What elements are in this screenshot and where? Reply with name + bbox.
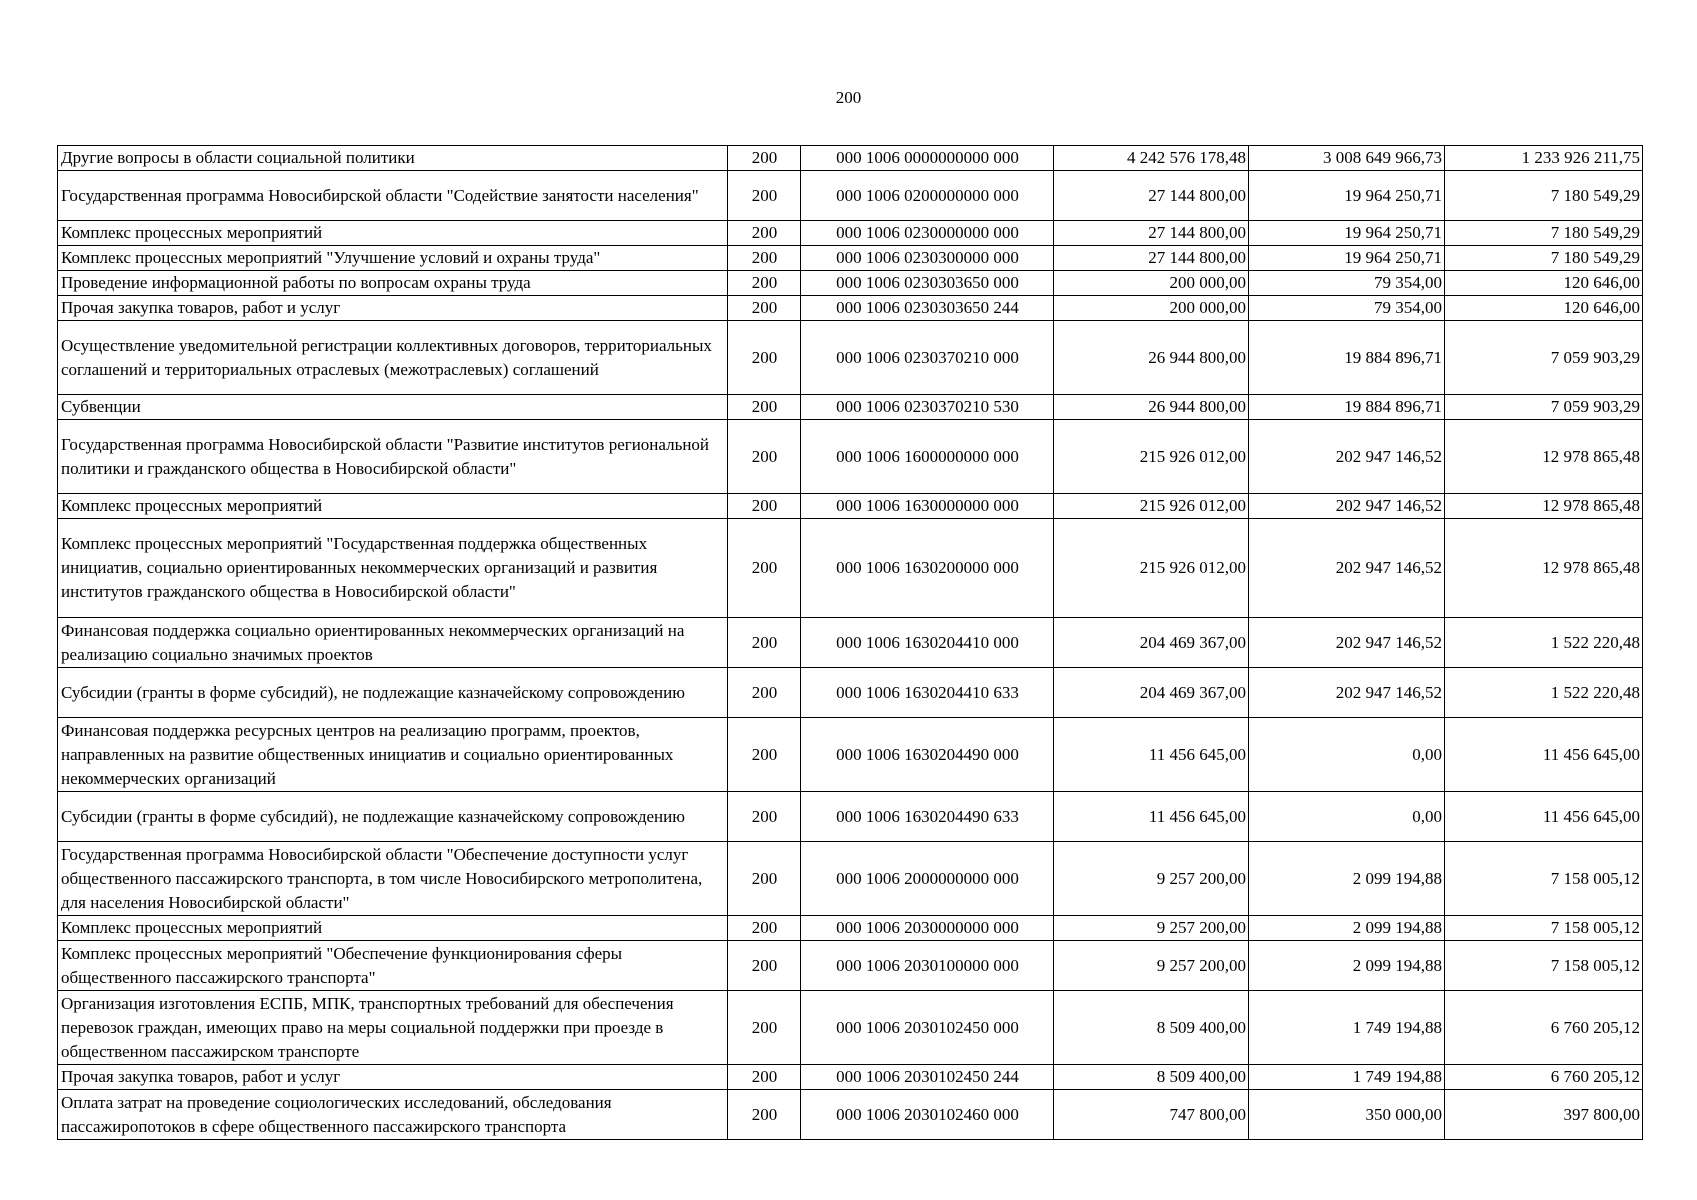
row-budget-code-cell: 000 1006 0230370210 530 [801, 395, 1054, 420]
row-unexecuted-cell: 6 760 205,12 [1445, 1065, 1643, 1090]
row-executed-cell: 19 964 250,71 [1249, 246, 1445, 271]
row-budget-code-cell: 000 1006 0230000000 000 [801, 221, 1054, 246]
row-unexecuted-cell: 1 522 220,48 [1445, 618, 1643, 668]
row-budget-code-cell: 000 1006 2030102450 244 [801, 1065, 1054, 1090]
table-row [58, 246, 1643, 271]
row-line-code-cell: 200 [728, 420, 801, 494]
row-executed-cell: 2 099 194,88 [1249, 842, 1445, 916]
row-unexecuted-cell: 7 158 005,12 [1445, 941, 1643, 991]
row-executed-cell: 1 749 194,88 [1249, 991, 1445, 1065]
row-name-cell: Комплекс процессных мероприятий "Улучшение условий и охраны труда" [58, 246, 728, 271]
table-row [58, 171, 1643, 221]
row-name-cell: Комплекс процессных мероприятий "Государственная поддержка общественных инициатив, социально ориентированных некоммерческих организаций и развития институтов гражданского общества в Новосибирской области" [58, 519, 728, 618]
row-unexecuted-cell: 11 456 645,00 [1445, 718, 1643, 792]
row-line-code-cell: 200 [728, 916, 801, 941]
row-budget-code-cell: 000 1006 1630204410 633 [801, 668, 1054, 718]
row-unexecuted-cell: 11 456 645,00 [1445, 792, 1643, 842]
row-name-cell: Комплекс процессных мероприятий [58, 494, 728, 519]
row-executed-cell: 202 947 146,52 [1249, 494, 1445, 519]
table-row [58, 420, 1643, 494]
row-name-cell: Оплата затрат на проведение социологических исследований, обследования пассажиропотоков в сфере общественного пассажирского транспорта [58, 1090, 728, 1140]
row-line-code-cell: 200 [728, 395, 801, 420]
row-approved-cell: 9 257 200,00 [1054, 941, 1249, 991]
row-executed-cell: 19 964 250,71 [1249, 171, 1445, 221]
row-name-cell: Государственная программа Новосибирской области "Развитие институтов региональной политики и гражданского общества в Новосибирской области" [58, 420, 728, 494]
row-unexecuted-cell: 1 522 220,48 [1445, 668, 1643, 718]
row-executed-cell: 79 354,00 [1249, 296, 1445, 321]
row-name-cell: Комплекс процессных мероприятий [58, 916, 728, 941]
row-approved-cell: 204 469 367,00 [1054, 668, 1249, 718]
row-budget-code-cell: 000 1006 0230370210 000 [801, 321, 1054, 395]
row-budget-code-cell: 000 1006 2030102460 000 [801, 1090, 1054, 1140]
row-name-cell: Государственная программа Новосибирской области "Содействие занятости населения" [58, 171, 728, 221]
row-unexecuted-cell: 7 059 903,29 [1445, 321, 1643, 395]
row-name-cell: Государственная программа Новосибирской области "Обеспечение доступности услуг общественного пассажирского транспорта, в том числе Новосибирского метрополитена, для населения Новосибирской области" [58, 842, 728, 916]
row-unexecuted-cell: 397 800,00 [1445, 1090, 1643, 1140]
row-unexecuted-cell: 7 180 549,29 [1445, 246, 1643, 271]
row-line-code-cell: 200 [728, 171, 801, 221]
row-approved-cell: 9 257 200,00 [1054, 842, 1249, 916]
table-row [58, 916, 1643, 941]
row-approved-cell: 8 509 400,00 [1054, 1065, 1249, 1090]
row-line-code-cell: 200 [728, 271, 801, 296]
row-name-cell: Проведение информационной работы по вопросам охраны труда [58, 271, 728, 296]
page-number: 200 [835, 88, 862, 107]
table-row [58, 321, 1643, 395]
row-executed-cell: 19 964 250,71 [1249, 221, 1445, 246]
table-row [58, 941, 1643, 991]
row-unexecuted-cell: 7 158 005,12 [1445, 916, 1643, 941]
row-line-code-cell: 200 [728, 718, 801, 792]
row-unexecuted-cell: 120 646,00 [1445, 296, 1643, 321]
row-line-code-cell: 200 [728, 221, 801, 246]
row-unexecuted-cell: 120 646,00 [1445, 271, 1643, 296]
table-row [58, 519, 1643, 618]
row-unexecuted-cell: 1 233 926 211,75 [1445, 146, 1643, 171]
row-line-code-cell: 200 [728, 296, 801, 321]
row-approved-cell: 26 944 800,00 [1054, 321, 1249, 395]
row-approved-cell: 200 000,00 [1054, 271, 1249, 296]
row-approved-cell: 27 144 800,00 [1054, 171, 1249, 221]
row-executed-cell: 2 099 194,88 [1249, 916, 1445, 941]
table-row [58, 271, 1643, 296]
row-approved-cell: 200 000,00 [1054, 296, 1249, 321]
row-budget-code-cell: 000 1006 1630204490 633 [801, 792, 1054, 842]
row-executed-cell: 202 947 146,52 [1249, 618, 1445, 668]
row-line-code-cell: 200 [728, 494, 801, 519]
row-line-code-cell: 200 [728, 618, 801, 668]
row-name-cell: Финансовая поддержка ресурсных центров на реализацию программ, проектов, направленных на развитие общественных инициатив и социально ориентированных некоммерческих организаций [58, 718, 728, 792]
row-executed-cell: 350 000,00 [1249, 1090, 1445, 1140]
row-name-cell: Комплекс процессных мероприятий [58, 221, 728, 246]
row-name-cell: Субвенции [58, 395, 728, 420]
budget-execution-table [57, 145, 1643, 1140]
row-approved-cell: 11 456 645,00 [1054, 718, 1249, 792]
table-row [58, 991, 1643, 1065]
row-name-cell: Прочая закупка товаров, работ и услуг [58, 296, 728, 321]
table-row [58, 668, 1643, 718]
table-row [58, 842, 1643, 916]
row-budget-code-cell: 000 1006 2030100000 000 [801, 941, 1054, 991]
row-executed-cell: 202 947 146,52 [1249, 420, 1445, 494]
table-row [58, 1065, 1643, 1090]
row-executed-cell: 202 947 146,52 [1249, 668, 1445, 718]
row-unexecuted-cell: 12 978 865,48 [1445, 494, 1643, 519]
row-budget-code-cell: 000 1006 0230300000 000 [801, 246, 1054, 271]
row-approved-cell: 215 926 012,00 [1054, 494, 1249, 519]
table-row [58, 718, 1643, 792]
table-row [58, 494, 1643, 519]
row-approved-cell: 8 509 400,00 [1054, 991, 1249, 1065]
row-budget-code-cell: 000 1006 0230303650 244 [801, 296, 1054, 321]
row-name-cell: Комплекс процессных мероприятий "Обеспечение функционирования сферы общественного пассажирского транспорта" [58, 941, 728, 991]
table-row [58, 618, 1643, 668]
row-name-cell: Финансовая поддержка социально ориентированных некоммерческих организаций на реализацию социально значимых проектов [58, 618, 728, 668]
table-row [58, 146, 1643, 171]
table-row [58, 792, 1643, 842]
row-executed-cell: 1 749 194,88 [1249, 1065, 1445, 1090]
row-executed-cell: 19 884 896,71 [1249, 321, 1445, 395]
table-row [58, 296, 1643, 321]
row-budget-code-cell: 000 1006 2030000000 000 [801, 916, 1054, 941]
row-unexecuted-cell: 7 180 549,29 [1445, 171, 1643, 221]
row-budget-code-cell: 000 1006 0200000000 000 [801, 171, 1054, 221]
row-approved-cell: 747 800,00 [1054, 1090, 1249, 1140]
row-executed-cell: 0,00 [1249, 718, 1445, 792]
row-name-cell: Другие вопросы в области социальной политики [58, 146, 728, 171]
row-line-code-cell: 200 [728, 146, 801, 171]
row-executed-cell: 202 947 146,52 [1249, 519, 1445, 618]
row-budget-code-cell: 000 1006 1630204490 000 [801, 718, 1054, 792]
row-unexecuted-cell: 12 978 865,48 [1445, 420, 1643, 494]
row-name-cell: Субсидии (гранты в форме субсидий), не подлежащие казначейскому сопровождению [58, 668, 728, 718]
row-approved-cell: 4 242 576 178,48 [1054, 146, 1249, 171]
row-line-code-cell: 200 [728, 246, 801, 271]
row-executed-cell: 19 884 896,71 [1249, 395, 1445, 420]
row-name-cell: Организация изготовления ЕСПБ, МПК, транспортных требований для обеспечения перевозок граждан, имеющих право на меры социальной поддержки при проезде в общественном пассажирском транспорте [58, 991, 728, 1065]
row-name-cell: Субсидии (гранты в форме субсидий), не подлежащие казначейскому сопровождению [58, 792, 728, 842]
row-line-code-cell: 200 [728, 792, 801, 842]
row-approved-cell: 26 944 800,00 [1054, 395, 1249, 420]
table-row [58, 221, 1643, 246]
row-approved-cell: 27 144 800,00 [1054, 246, 1249, 271]
row-unexecuted-cell: 6 760 205,12 [1445, 991, 1643, 1065]
row-line-code-cell: 200 [728, 1065, 801, 1090]
row-approved-cell: 11 456 645,00 [1054, 792, 1249, 842]
row-line-code-cell: 200 [728, 1090, 801, 1140]
row-budget-code-cell: 000 1006 1630200000 000 [801, 519, 1054, 618]
row-executed-cell: 2 099 194,88 [1249, 941, 1445, 991]
row-unexecuted-cell: 7 180 549,29 [1445, 221, 1643, 246]
row-budget-code-cell: 000 1006 1600000000 000 [801, 420, 1054, 494]
row-approved-cell: 27 144 800,00 [1054, 221, 1249, 246]
row-executed-cell: 79 354,00 [1249, 271, 1445, 296]
row-name-cell: Прочая закупка товаров, работ и услуг [58, 1065, 728, 1090]
row-unexecuted-cell: 12 978 865,48 [1445, 519, 1643, 618]
row-unexecuted-cell: 7 059 903,29 [1445, 395, 1643, 420]
row-approved-cell: 215 926 012,00 [1054, 519, 1249, 618]
row-line-code-cell: 200 [728, 519, 801, 618]
row-line-code-cell: 200 [728, 321, 801, 395]
row-executed-cell: 3 008 649 966,73 [1249, 146, 1445, 171]
row-budget-code-cell: 000 1006 1630204410 000 [801, 618, 1054, 668]
row-budget-code-cell: 000 1006 2030102450 000 [801, 991, 1054, 1065]
row-budget-code-cell: 000 1006 0000000000 000 [801, 146, 1054, 171]
row-unexecuted-cell: 7 158 005,12 [1445, 842, 1643, 916]
row-approved-cell: 215 926 012,00 [1054, 420, 1249, 494]
table-row [58, 395, 1643, 420]
row-line-code-cell: 200 [728, 941, 801, 991]
row-line-code-cell: 200 [728, 991, 801, 1065]
row-approved-cell: 9 257 200,00 [1054, 916, 1249, 941]
table-row [58, 1090, 1643, 1140]
row-executed-cell: 0,00 [1249, 792, 1445, 842]
row-name-cell: Осуществление уведомительной регистрации коллективных договоров, территориальных соглашений и территориальных отраслевых (межотраслевых) соглашений [58, 321, 728, 395]
row-budget-code-cell: 000 1006 0230303650 000 [801, 271, 1054, 296]
row-line-code-cell: 200 [728, 668, 801, 718]
row-budget-code-cell: 000 1006 1630000000 000 [801, 494, 1054, 519]
row-approved-cell: 204 469 367,00 [1054, 618, 1249, 668]
row-line-code-cell: 200 [728, 842, 801, 916]
row-budget-code-cell: 000 1006 2000000000 000 [801, 842, 1054, 916]
